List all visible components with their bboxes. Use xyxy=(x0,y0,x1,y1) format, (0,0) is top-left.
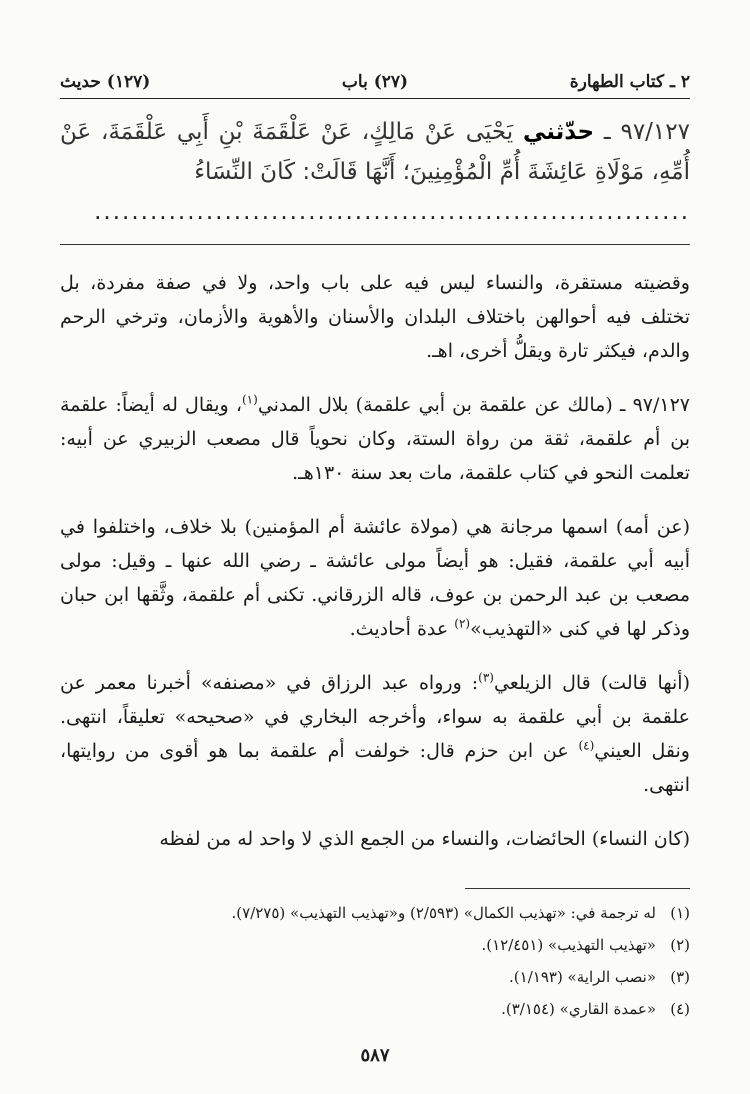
hadith-ellipsis: ................................................................ xyxy=(94,199,690,225)
footnote-item xyxy=(60,993,690,1025)
footnote-number: (٤) xyxy=(670,1000,690,1018)
section-divider xyxy=(60,244,690,245)
paragraph-text: (أنها قالت) قال الزيلعي xyxy=(493,672,690,694)
footnote-item xyxy=(60,897,690,929)
header-section: (٢٧) باب xyxy=(341,72,409,92)
footnote-ref[interactable]: (٣) xyxy=(478,670,494,685)
hadith-tag: حدّثني xyxy=(522,119,595,145)
paragraph-text: : ورواه عبد الرزاق في «مصنفه» أخبرنا معمر عن علقمة بن أبي علقمة به سواء، وأخرجه البخاري في «صحيحه» تعليقاً، انتهى. ونقل العيني xyxy=(60,672,690,762)
commentary-paragraph xyxy=(60,388,690,490)
footnote-text: له ترجمة في: «تهذيب الكمال» (٢/٥٩٣) و«تهذيب التهذيب» (٧/٢٧٥). xyxy=(231,904,656,922)
commentary-paragraph: (كان النساء) الحائضات، والنساء من الجمع الذي لا واحد له من لفظه xyxy=(159,828,690,850)
commentary-paragraph xyxy=(60,510,690,646)
header-divider xyxy=(60,98,690,99)
footnote-text: «عمدة القاري» (٣/١٥٤). xyxy=(501,1000,656,1018)
header-chapter: ٢ ـ كتاب الطهارة xyxy=(569,72,690,92)
footnote-item xyxy=(60,929,690,961)
footnote-text: «نصب الراية» (١/١٩٣). xyxy=(509,968,656,986)
commentary xyxy=(60,266,690,876)
footnotes xyxy=(60,897,690,1025)
footnote-ref[interactable]: (٤) xyxy=(578,738,595,753)
paragraph-text: (عن أمه) اسمها مرجانة هي (مولاة عائشة أم المؤمنين) بلا خلاف، واختلفوا في أبيه أبي علقمة، فقيل: هو أيضاً مولى عائشة ـ رضي الله عنها ـ وقيل: مولى مصعب بن عبد الرحمن بن عوف، قاله الزرقاني. تكنى أم علقمة، وثَّقها ابن حبان وذكر لها في كنى «التهذيب» xyxy=(60,516,690,640)
hadith-number: ٩٧/١٢٧ ـ xyxy=(603,119,690,145)
footnote-divider xyxy=(465,888,690,889)
running-header xyxy=(60,68,690,96)
commentary-paragraph: وقضيته مستقرة، والنساء ليس فيه على باب واحد، ولا في صفة مفردة، بل تختلف فيه أحوالهن باختلاف البلدان والأسنان والأهوية والأزمان، وترخي الرحم والدم، فيكثر تارة ويقلُّ أخرى، اهـ. xyxy=(60,272,690,362)
paragraph-text: ، ويقال له أيضاً: علقمة بن أم علقمة، ثقة من رواة الستة، وكان نحوياً قال مصعب الزبيري عن أبيه: تعلمت النحو في كتاب علقمة، مات بعد سنة ١٣٠هـ. xyxy=(60,394,690,484)
footnote-number: (١) xyxy=(670,904,690,922)
footnote-text: «تهذيب التهذيب» (١٢/٤٥١). xyxy=(481,936,656,954)
paragraph-text: عن ابن حزم قال: خولفت أم علقمة بما هو أقوى من روايتها، انتهى. xyxy=(60,740,690,796)
commentary-paragraph xyxy=(60,666,690,802)
footnote-number: (٢) xyxy=(670,936,690,954)
footnote-ref[interactable]: (١) xyxy=(241,392,258,407)
footnote-ref[interactable]: (٢) xyxy=(454,616,471,631)
header-hadith-number: (١٢٧) حديث xyxy=(60,72,151,92)
paragraph-text: عدة أحاديث. xyxy=(349,618,455,640)
page-number: ٥٨٧ xyxy=(360,1045,390,1066)
hadith-body: يَحْيَى عَنْ مَالِكٍ، عَنْ عَلْقَمَةَ بْنِ أَبِي عَلْقَمَةَ، عَنْ أُمِّهِ، مَوْلَاةِ عَائِشَةَ أُمِّ الْمُؤْمِنِينَ؛ أَنَّهَا قَالَتْ: كَانَ النِّسَاءُ xyxy=(60,119,690,185)
footnote-number: (٣) xyxy=(670,968,690,986)
footnote-item xyxy=(60,961,690,993)
hadith-text xyxy=(60,112,690,232)
paragraph-text: ٩٧/١٢٧ ـ (مالك عن علقمة بن أبي علقمة) بلال المدني xyxy=(257,394,691,416)
